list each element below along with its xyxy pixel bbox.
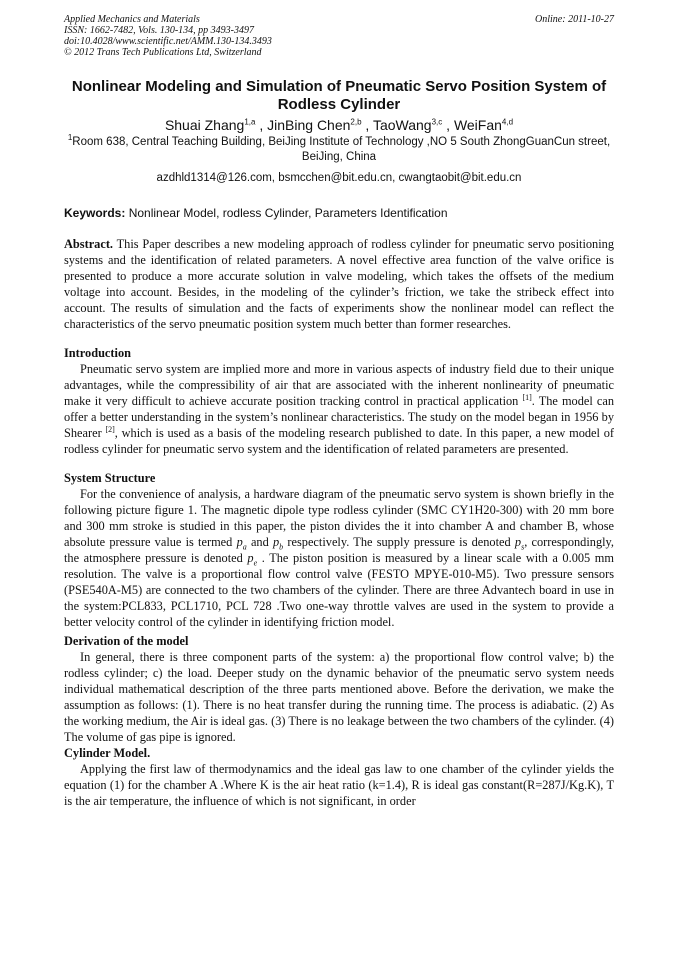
- symbol-pa: $p_a$: [236, 535, 247, 552]
- introduction-paragraph: [64, 361, 614, 457]
- section-heading-derivation: Derivation of the model: [64, 634, 189, 648]
- section-heading-introduction: Introduction: [64, 346, 131, 360]
- introduction-text: Pneumatic servo system are implied more and more in various aspects of industry field due to their unique advantages, while the compressibility of air that are associated with the inherent nonlinearity of pneumatic make it very difficult to achieve accurate position tracking control in practical application: [64, 362, 614, 408]
- author-name: TaoWang: [372, 117, 432, 133]
- paper-title: Nonlinear Modeling and Simulation of Pneumatic Servo Position System of Rodless Cylinder: [71, 78, 607, 113]
- keywords: [64, 206, 614, 220]
- symbol-pb: $p_b$: [273, 535, 284, 552]
- author-emails[interactable]: azdhld1314@126.com, bsmcchen@bit.edu.cn, cwangtaobit@bit.edu.cn: [156, 172, 522, 184]
- author-list: Shuai Zhang$^{1,a}$ , JinBing Chen$^{2,b}$ , TaoWang$^{3,c}$ , WeiFan$^{4,d}$: [164, 117, 514, 133]
- keywords-label: Keywords:: [64, 206, 126, 220]
- author-sup: 3,c: [431, 117, 443, 127]
- author-name: JinBing Chen: [267, 117, 351, 133]
- journal-issn: ISSN: 1662-7482, Vols. 130-134, pp 3493-3497: [64, 25, 254, 36]
- system-structure-text: respectively. The supply pressure is denoted: [287, 535, 511, 549]
- symbol-pe: $p_e$: [247, 551, 258, 568]
- journal-copyright: © 2012 Trans Tech Publications Ltd, Switzerland: [64, 47, 262, 58]
- reference-1[interactable]: [1]: [522, 392, 532, 402]
- journal-doi[interactable]: doi:10.4028/www.scientific.net/AMM.130-134.3493: [64, 36, 272, 47]
- derivation-paragraph: In general, there is three component parts of the system: a) the proportional flow control valve; b) the rodless cylinder; c) the load. Deeper study on the dynamic behavior of the pneumatic servo system needs individual mathematical description of the three parts mentioned above. Before the derivation, we make the assumption as follows: (1). There is no heat transfer during the running time. The process is adiabatic. (2) As the working medium, the Air is ideal gas. (3) There is no leakage between the two chambers of the cylinder. (4) The volume of gas pipe is ignored.: [64, 650, 614, 744]
- subsection-heading-cylinder-model: Cylinder Model.: [64, 746, 151, 760]
- introduction-text: , which is used as a basis of the modeling research published to date. In this paper, a new model of rodless cylinder for pneumatic servo system and the identification of related parameters are presented.: [64, 426, 614, 456]
- journal-info: [64, 14, 272, 58]
- abstract-text: This Paper describes a new modeling approach of rodless cylinder for pneumatic servo positioning systems and the identification of related parameters. A novel effective area function of the valve orifice is presented to produce a more accurate solution in valve modeling, which takes the offsets of the medium voltage into account. Besides, in the modeling of the cylinder’s friction, we take the stribeck effect into account. The results of simulation and the facts of experiments show the nonlinear model can reflect the characteristics of the servo pneumatic position system much better than former researches.: [64, 237, 614, 331]
- introduction-text: . The model can offer a better understanding in the system’s nonlinear characteristics. The study on the model began in 1956 by Shearer: [64, 394, 614, 440]
- abstract-label: Abstract.: [64, 237, 114, 251]
- journal-header: [64, 14, 614, 58]
- online-date: Online: 2011-10-27: [535, 14, 614, 25]
- system-structure-text: , correspondingly, the atmosphere pressure is denoted: [64, 535, 614, 565]
- section-heading-system-structure: System Structure: [64, 471, 156, 485]
- author-name: WeiFan: [453, 117, 502, 133]
- reference-2[interactable]: [2]: [105, 424, 115, 434]
- affiliation: [64, 135, 614, 165]
- journal-name: Applied Mechanics and Materials: [64, 14, 200, 25]
- author-sup: 1,a: [244, 117, 256, 127]
- affiliation-text: Room 638, Central Teaching Building, BeiJing Institute of Technology ,NO 5 South ZhongGuanCun street, BeiJing, China: [72, 136, 611, 163]
- paper-page: [64, 14, 614, 809]
- system-structure-paragraph: [64, 486, 614, 630]
- cylinder-model-paragraph: Applying the first law of thermodynamics and the ideal gas law to one chamber of the cylinder yields the equation (1) for the chamber A .Where K is the air heat ratio (k=1.4), R is ideal gas constant(R=287J/Kg.K), T is the air temperature, the influence of which is not significant, in order: [64, 762, 614, 808]
- author-sup: 4,d: [501, 117, 514, 127]
- system-structure-text: For the convenience of analysis, a hardware diagram of the pneumatic servo system is shown briefly in the following picture figure 1. The magnetic dipole type rodless cylinder (SMC CY1H20-300) with 20 mm bore and 300 mm stroke is studied in this paper, the piston divides the it into chamber A and chamber B, whose absolute pressure value is termed: [64, 487, 614, 549]
- abstract: [64, 236, 614, 332]
- author-sup: 2,b: [350, 117, 362, 127]
- conjunction: and: [250, 535, 269, 549]
- affiliation-sup: 1: [67, 133, 73, 143]
- symbol-ps: $p_s$: [514, 535, 525, 552]
- keywords-text: Nonlinear Model, rodless Cylinder, Parameters Identification: [128, 206, 448, 220]
- author-name: Shuai Zhang: [164, 117, 245, 133]
- system-structure-text: . The piston position is measured by a linear scale with a 0.005 mm resolution. The valve is a proportional flow control valve (FESTO MPYE-010-M5). Two pressure sensors (PSE540A-M5) are connected to the two chambers of the cylinder. There are three Advantech board in use in the system:PCL833, PCL1710, PCL 728 .Two one-way throttle valves are used in the system to provide a better velocity control of the cylinder in identifying friction model.: [64, 551, 615, 629]
